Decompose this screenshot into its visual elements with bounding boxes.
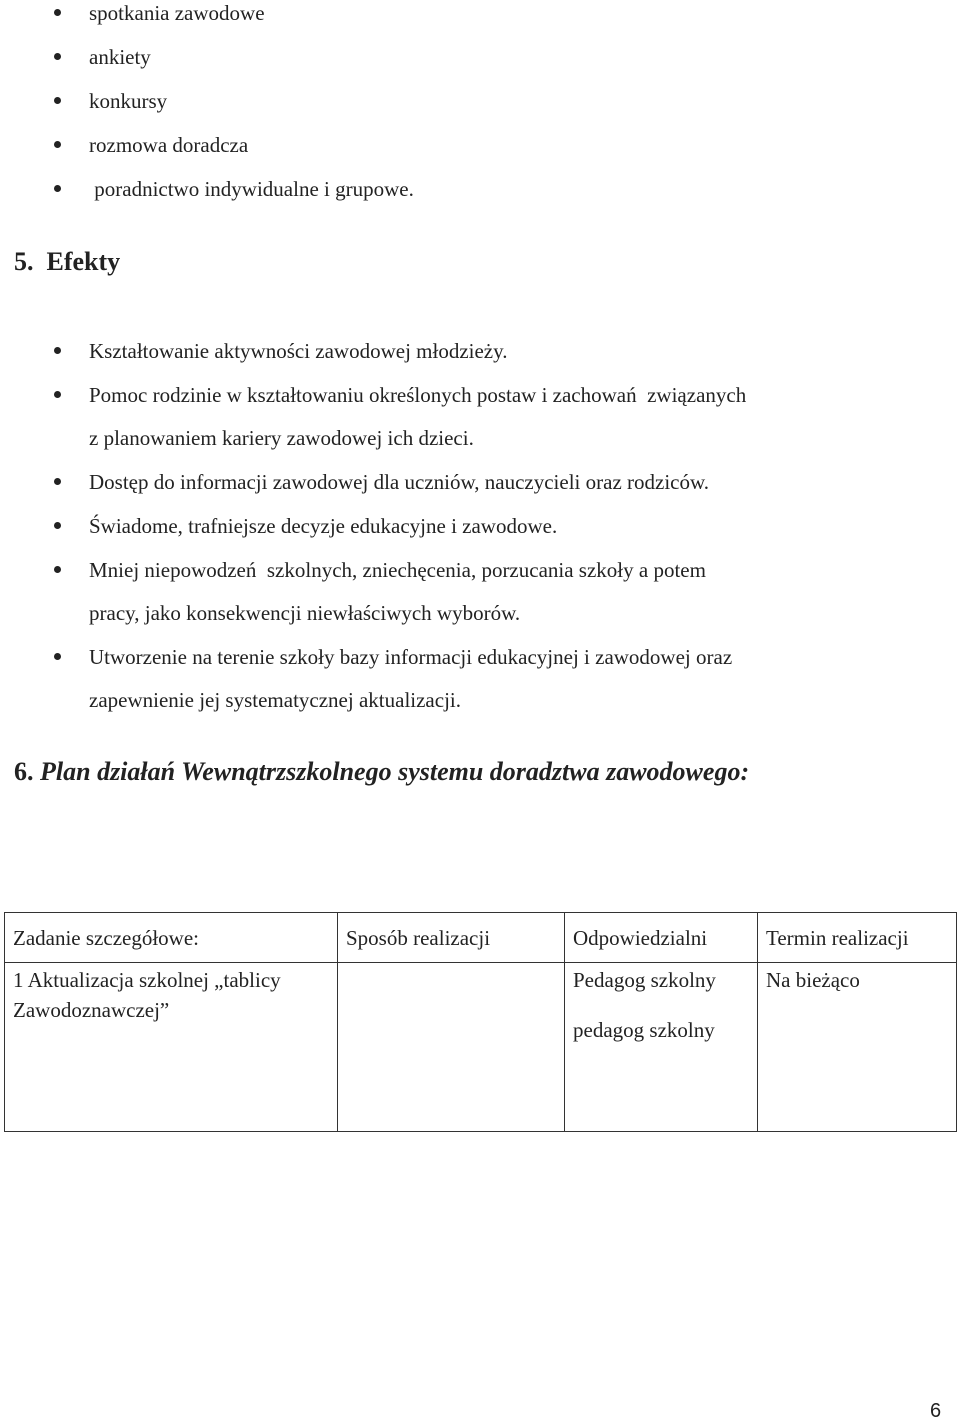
section-title: Plan działań Wewnątrzszkolnego systemu doradztwa zawodowego:	[40, 757, 750, 786]
bullet-icon	[54, 9, 61, 16]
responsible-cell	[565, 963, 758, 1132]
list-item-continuation: z planowaniem kariery zawodowej ich dzieci.	[89, 426, 474, 450]
list-item: Pomoc rodzinie w kształtowaniu określonych postaw i zachowań związanych	[89, 383, 747, 407]
list-item-continuation: zapewnienie jej systematycznej aktualizacji.	[89, 688, 461, 712]
table-header-cell: Odpowiedzialni	[565, 913, 758, 963]
section-heading-5	[14, 247, 120, 277]
table-header-row	[5, 913, 957, 963]
section-number: 6.	[14, 757, 34, 786]
bullet-icon	[54, 653, 61, 660]
bullet-icon	[54, 53, 61, 60]
list-item: Dostęp do informacji zawodowej dla uczniów, nauczycieli oraz rodziców.	[89, 470, 710, 494]
deadline-cell: Na bieżąco	[758, 963, 957, 1132]
responsible-text: Pedagog szkolny	[573, 968, 716, 992]
list-item-continuation: pracy, jako konsekwencji niewłaściwych wyborów.	[89, 601, 521, 625]
bullet-icon	[54, 478, 61, 485]
page-number: 6	[930, 1400, 942, 1422]
responsible-text: pedagog szkolny	[573, 1018, 715, 1042]
bullet-icon	[54, 185, 61, 192]
list-item: poradnictwo indywidualne i grupowe.	[89, 177, 414, 201]
table-header-cell: Termin realizacji	[758, 913, 957, 963]
list-item: konkursy	[89, 89, 168, 113]
bullet-icon	[54, 391, 61, 398]
table-header-cell: Zadanie szczegółowe:	[5, 913, 338, 963]
bullet-icon	[54, 347, 61, 354]
task-cell	[5, 963, 338, 1132]
table-row	[5, 963, 957, 1132]
list-item: spotkania zawodowe	[89, 1, 265, 25]
section-heading-6	[14, 757, 749, 787]
task-text: Zawodoznawczej”	[13, 998, 170, 1022]
task-text: 1 Aktualizacja szkolnej „tablicy	[13, 968, 281, 992]
list-item: Świadome, trafniejsze decyzje edukacyjne i zawodowe.	[89, 514, 558, 538]
list-item: ankiety	[89, 45, 151, 69]
list-item: rozmowa doradcza	[89, 133, 249, 157]
table-header-cell: Sposób realizacji	[338, 913, 565, 963]
plan-table	[4, 912, 957, 1132]
list-item: Kształtowanie aktywności zawodowej młodzieży.	[89, 339, 508, 363]
bullet-icon	[54, 141, 61, 148]
method-cell	[338, 963, 565, 1132]
section-number: 5.	[14, 247, 34, 276]
list-item: Mniej niepowodzeń szkolnych, zniechęcenia, porzucania szkoły a potem	[89, 558, 706, 582]
section-title: Efekty	[46, 247, 121, 276]
bullet-icon	[54, 97, 61, 104]
bullet-icon	[54, 566, 61, 573]
list-item: Utworzenie na terenie szkoły bazy informacji edukacyjnej i zawodowej oraz	[89, 645, 733, 669]
bullet-icon	[54, 522, 61, 529]
